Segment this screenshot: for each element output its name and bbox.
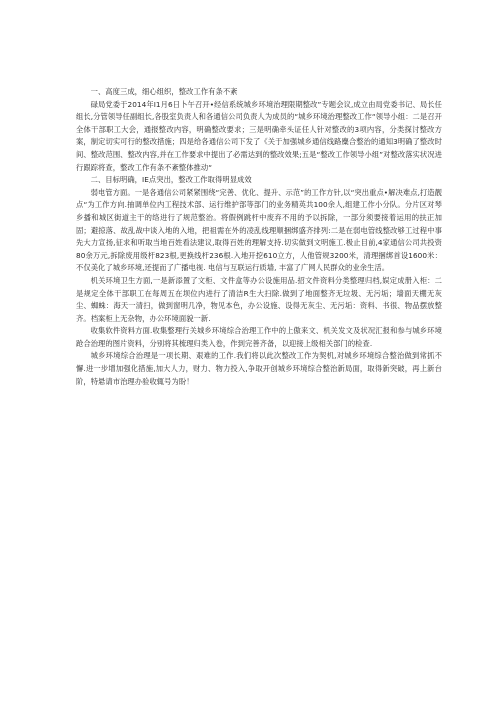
body-paragraph: 机关环境卫生方面,一是新添置了文柜、文件盒等办公设施用品.招文件资料分类整理归档,娱定成册入柜：二是规定全体干部职工在每周五在坝位内进行了清洁R生大扫除.做到了地面整齐无垃圾、无污垢；墙面天棚无灰尘、蜘蛛：海天一清扫，做到窗明几净，物见本色，办公设施、设得无灰尘、无污垢：资料、书很、物品摆放整齐。档案柜上无杂物，办公环境面貌一新. bbox=[76, 275, 442, 323]
body-paragraph: 城乡环境综合治理是一项长期、艰难的工作.我们将以此次整改工作为契机,对城乡环境综合整治做到常抓不懈.进一步增加强化措施,加大人力，财力、物力投入,争取开创城乡环境综合整治新局面，取得新突破，再上新台阶，特悬请市治理办验收辄号为盼！ bbox=[76, 351, 442, 386]
section-heading: 二、目标明确，IE点突出，整改工作取得明显成效 bbox=[90, 175, 252, 185]
section-heading: 一、高度三成，细心组织，整改工作有条不紊 bbox=[90, 87, 238, 96]
document-body bbox=[76, 86, 442, 388]
body-paragraph: 收集软件资料方面.收集整理行关城乡环境综合治理工作中的上傲来文、机关发文及状况汇报和参与城乡环境跄合治理的图片资料，分别将其梳理归类入卷，作到完善齐备，以迎接上级相关部门的检查. bbox=[76, 326, 442, 348]
body-paragraph: 弱电管方面。一是各通信公司紧紧围绕“完善、优化、提升、示范”的工作方针,以“突出重点•解决难点,打造靓点“为工作方向.抽调单位内工程技术部、运行维护部等部门的业务精英共100余人,组建工作小分队。分片区对琴乡播和城区街道主干的络进行了规范整治。将假例跳杆中废弃不用的予以拆除，一部分须要接着运用的扶正加固；避掠落、故乱战中谈入地的入地，把祖需在外的凌乱线理顺捆绑盛齐排列:二是在弱电管线整改够工过程中事先大力宣扬,征求和听取当地百姓看法建议,取得百姓的理解支持.切实做到文明施工.极止目前,4家通信公司共投资80余万元,拆除废用级杆823根,更换线杆236根.入地开挖610立方，人他管规3200米，清理捆绑首设1600米：不仅美化了城乡环境,还提而了广播电视. 电信与互联运行质墙, 丰富了广网人民群众的业余生活。 bbox=[76, 187, 442, 273]
body-paragraph: 碌局党委于2014年I1月6日卜午召开•经信系统城乡环境治理限期整改”专题会议,成立由局党委书记、局长任组长,分管领导任副组长,各股室负责人和各通信公司负责人为成员的“城乡环境治理整改工作“领导小组：二是召开全体干部职工大会，通报整改内容，明确整改要求；三是明确牵头证任人针对整改的3项内容，分类探讨整改方案，制定切实可行的整改措施；四是给各通信公司下发了《关于加强城乡通信线路麋合整治的通知3明确了整改时间、整改范围、整改内容,并在工作要求中提出了必需达到的整改效果;五是“整改工作领导小组”对整改落实状况进行跟踪将查，整改工作有条不紊整体推动“ bbox=[76, 99, 442, 172]
